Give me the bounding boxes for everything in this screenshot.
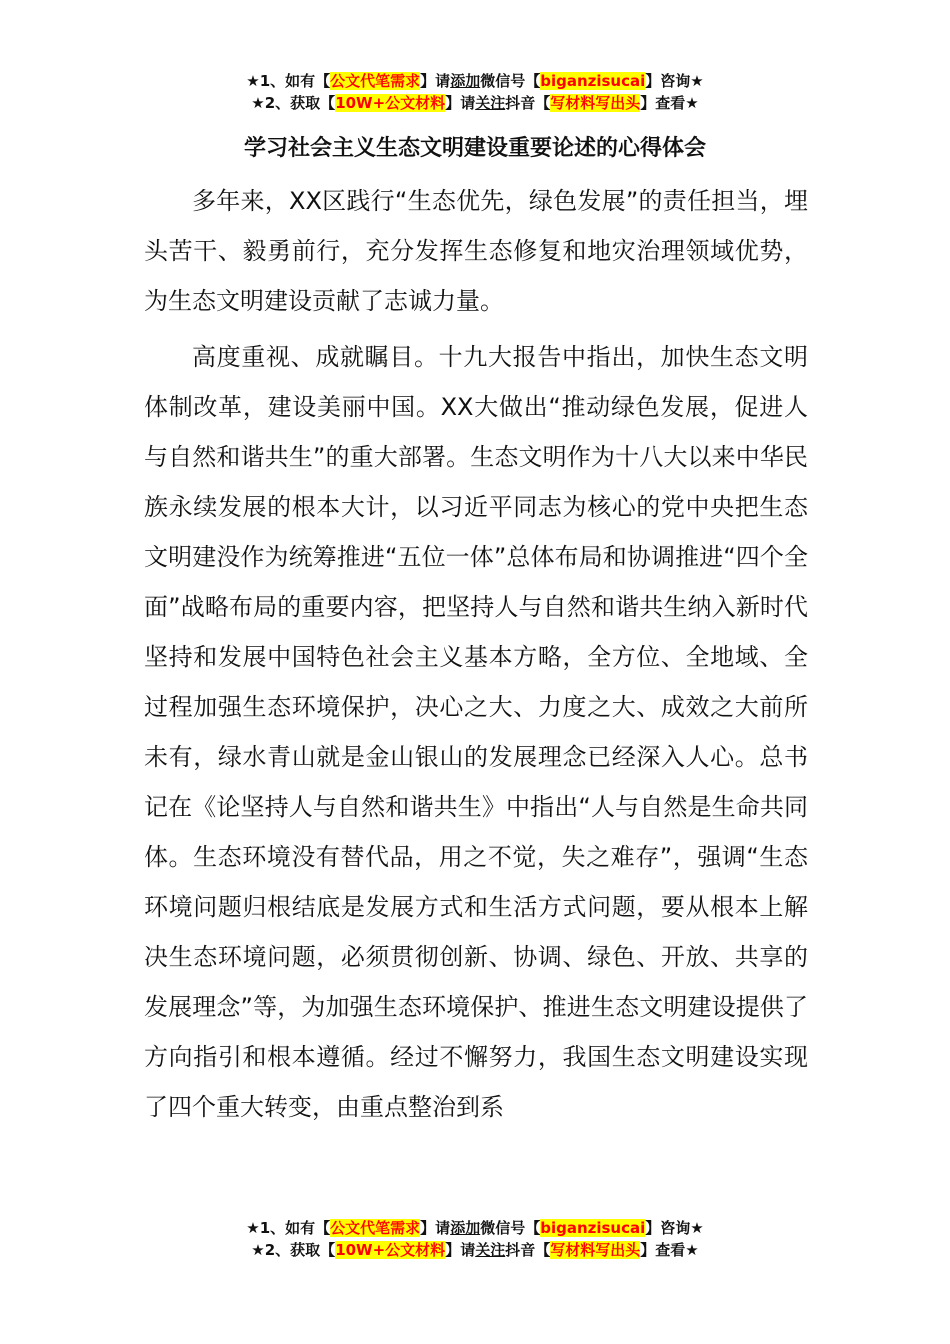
banner-text: 微信号【 xyxy=(480,72,541,90)
banner-underlined: 添加 xyxy=(450,72,481,90)
document-title: 学习社会主义生态文明建设重要论述的心得体会 xyxy=(243,136,706,161)
header-banner xyxy=(0,70,950,114)
banner-text: 微信号【 xyxy=(480,1219,541,1237)
banner-text: 】查看★ xyxy=(640,94,699,112)
banner-highlight: biganzisucai xyxy=(540,72,646,90)
banner-text: ★1、如有【 xyxy=(246,72,331,90)
banner-highlight: 10W+公文材料 xyxy=(335,1241,446,1259)
banner-highlight: 10W+公文材料 xyxy=(335,94,446,112)
banner-text: ★1、如有【 xyxy=(246,1219,331,1237)
banner-underlined: 关注 xyxy=(475,1241,506,1259)
banner-line-1 xyxy=(0,70,950,92)
banner-highlight: 写材料写出头 xyxy=(550,94,641,112)
banner-text: 】请 xyxy=(420,72,451,90)
paragraph: 多年来，XX区践行“生态优先，绿色发展”的责任担当，埋头苦干、毅勇前行，充分发挥生态修复和地灾治理领域优势，为生态文明建设贡献了志诚力量。 xyxy=(144,187,808,315)
banner-highlight: biganzisucai xyxy=(540,1219,646,1237)
banner-text: ★2、获取【 xyxy=(251,1241,336,1259)
banner-text: 】请 xyxy=(445,94,476,112)
document-body xyxy=(144,176,808,1138)
banner-text: 】请 xyxy=(420,1219,451,1237)
banner-line-2 xyxy=(0,92,950,114)
banner-text: 】请 xyxy=(445,1241,476,1259)
paragraph: 高度重视、成就瞩目。十九大报告中指出，加快生态文明体制改革，建设美丽中国。XX大做出“推动绿色发展，促进人与自然和谐共生”的重大部署。生态文明作为十八大以来中华民族永续发展的根本大计，以习近平同志为核心的党中央把生态文明建没作为统筹推进“五位一体”总体布局和协调推进“四个全面”战略布局的重要内容，把坚持人与自然和谐共生纳入新时代坚持和发展中国特色社会主义基本方略，全方位、全地域、全过程加强生态环境保护，决心之大、力度之大、成效之大前所未有，绿水青山就是金山银山的发展理念已经深入人心。总书记在《论坚持人与自然和谐共生》中指出“人与自然是生命共同体。生态环境没有替代品，用之不觉，失之难存”，强调“生态环境问题归根结底是发展方式和生活方式问题，要从根本上解决生态环境问题，必须贯彻创新、协调、绿色、开放、共享的发展理念”等，为加强生态环境保护、推进生态文明建设提供了方向指引和根本遵循。经过不懈努力，我国生态文明建设实现了四个重大转变，由重点整治到系 xyxy=(144,343,808,1121)
banner-underlined: 关注 xyxy=(475,94,506,112)
footer-banner xyxy=(0,1217,950,1261)
banner-highlight: 公文代笔需求 xyxy=(330,1219,421,1237)
banner-line-1 xyxy=(0,1217,950,1239)
banner-line-2 xyxy=(0,1239,950,1261)
banner-highlight: 写材料写出头 xyxy=(550,1241,641,1259)
banner-text: ★2、获取【 xyxy=(251,94,336,112)
banner-text: 】咨询★ xyxy=(645,1219,704,1237)
banner-text: 】查看★ xyxy=(640,1241,699,1259)
banner-underlined: 添加 xyxy=(450,1219,481,1237)
banner-highlight: 公文代笔需求 xyxy=(330,72,421,90)
banner-text: 抖音【 xyxy=(505,1241,551,1259)
banner-text: 抖音【 xyxy=(505,94,551,112)
banner-text: 】咨询★ xyxy=(645,72,704,90)
